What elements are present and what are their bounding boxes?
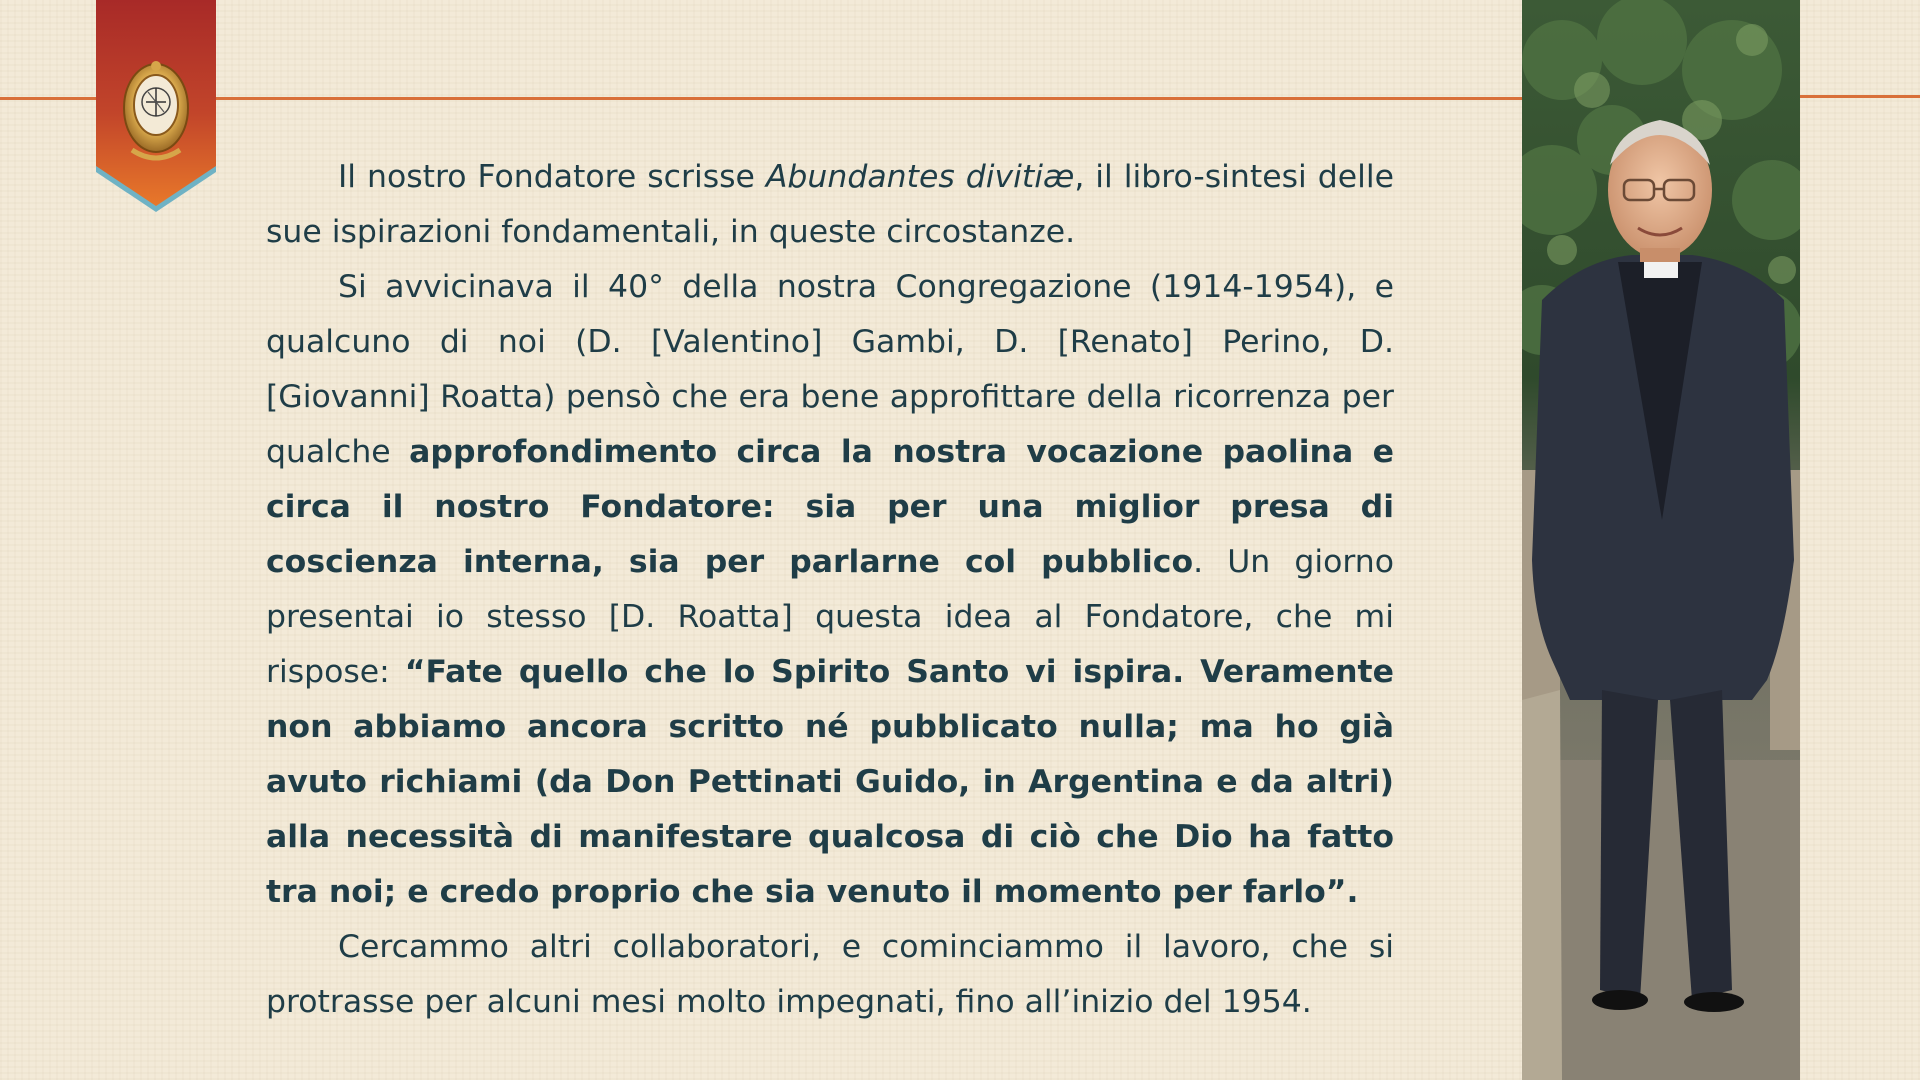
body-text	[266, 150, 1394, 1030]
paragraph-1	[266, 150, 1394, 260]
banner-emblem	[96, 0, 216, 225]
text-segment: Si avvicinava il 40° della nostra Congregazione (1914-1954), e qualcuno di noi (D. [Valentino] Gambi, D. [Renato] Perino, D. [Giovanni] Roatta) pensò che era bene approfittare della ricorrenza per qualche	[266, 269, 1394, 470]
portrait-photo	[1522, 0, 1800, 1080]
header-rule	[0, 97, 1522, 100]
header-rule-right	[1800, 95, 1920, 98]
paragraph-3	[266, 920, 1394, 1030]
book-title: Abundantes divitiæ	[765, 159, 1075, 195]
priest-portrait	[1522, 0, 1800, 1080]
coat-of-arms-icon	[96, 0, 216, 225]
bold-segment: approfondimento circa la nostra vocazione paolina e circa il nostro Fondatore: sia per una miglior presa di coscienza interna, sia per parlarne col pubblico	[266, 434, 1394, 580]
text-segment: Il nostro Fondatore scrisse	[338, 159, 766, 195]
quote-segment: “Fate quello che lo Spirito Santo vi ispira. Veramente non abbiamo ancora scritto né pubblicato nulla; ma ho già avuto richiami (da Don Pettinati Guido, in Argentina e da altri) alla necessità di manifestare qualcosa di ciò che Dio ha fatto tra noi; e credo proprio che sia venuto il momento per farlo”.	[266, 654, 1394, 910]
text-segment: Cercammo altri collaboratori, e cominciammo il lavoro, che si protrasse per alcuni mesi molto impegnati, fino all’inizio del 1954.	[266, 929, 1394, 1020]
paragraph-2	[266, 260, 1394, 920]
text-segment: . Un giorno presentai io stesso [D. Roatta] questa idea al Fondatore, che mi rispose:	[266, 544, 1394, 690]
text-segment: , il libro-sintesi delle sue ispirazioni fondamentali, in queste circostanze.	[266, 159, 1394, 250]
